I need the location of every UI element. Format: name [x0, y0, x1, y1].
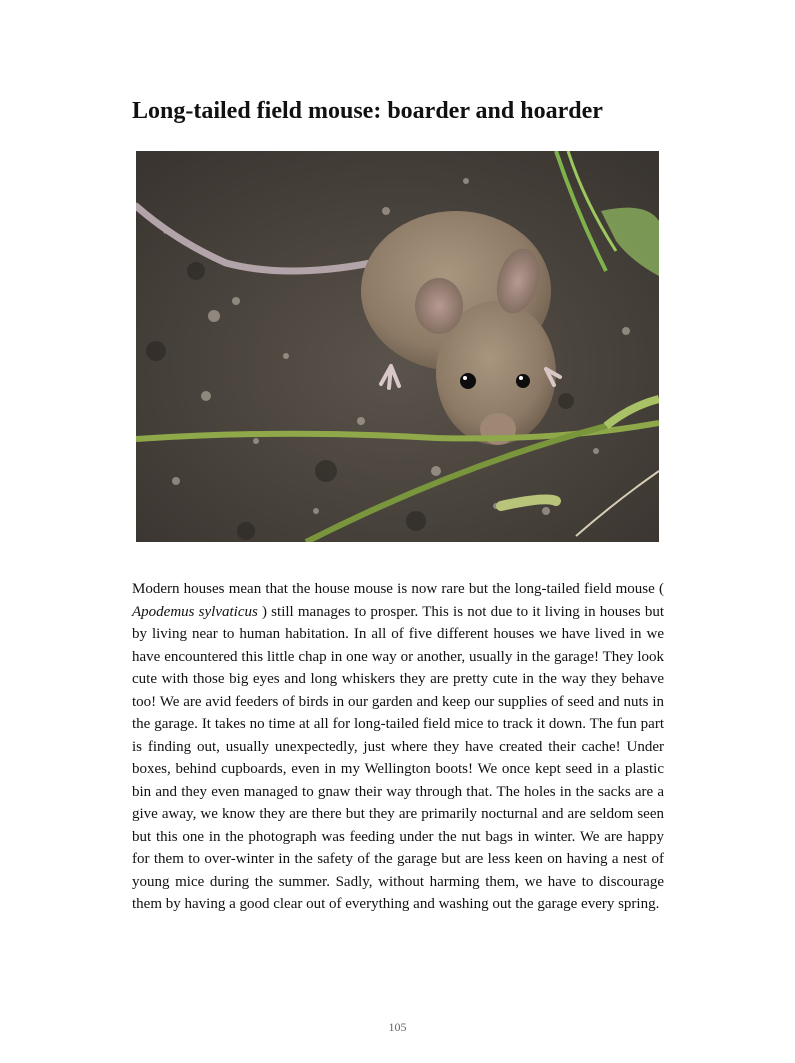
body-text-start: Modern houses mean that the house mouse is now rare but the long-tailed field mouse ( — [132, 581, 664, 597]
page-number: 105 — [388, 1020, 407, 1034]
mouse-eye-right — [516, 374, 530, 388]
mouse-ear-left — [415, 278, 463, 334]
page-title: Long-tailed field mouse: boarder and hoarder — [132, 98, 603, 124]
body-paragraph — [132, 578, 664, 916]
field-mouse-photo — [136, 151, 659, 542]
mouse-eye-left — [460, 373, 476, 389]
body-text-rest: ) still manages to prosper. This is not due to it living in houses but by living near to human habitation. In all of five different houses we have lived in we have encountered this little chap in one way or another, usually in the garage! They look cute with those big eyes and long whiskers they are pretty cute in the way they behave too! We are avid feeders of birds in our garden and keep our supplies of seed and nuts in the garage. It takes no time at all for long-tailed field mice to track it down. The fun part is finding out, usually unexpectedly, just where they have created their cache! Under boxes, behind cupboards, even in my Wellington boots! We once kept seed in a plastic bin and they even managed to gnaw their way through that. The holes in the sacks are a give away, we know they are there but they are primarily nocturnal and are seldom seen but this one in the photograph was feeding under the nut bags in winter. We are happy for them to over-winter in the safety of the garage but are less keen on having a nest of young mice during the summer. Sadly, without harming them, we have to discourage them by having a good clear out of everything and washing out the garage every spring. — [132, 603, 664, 912]
species-name: Apodemus sylvaticus — [132, 603, 258, 620]
